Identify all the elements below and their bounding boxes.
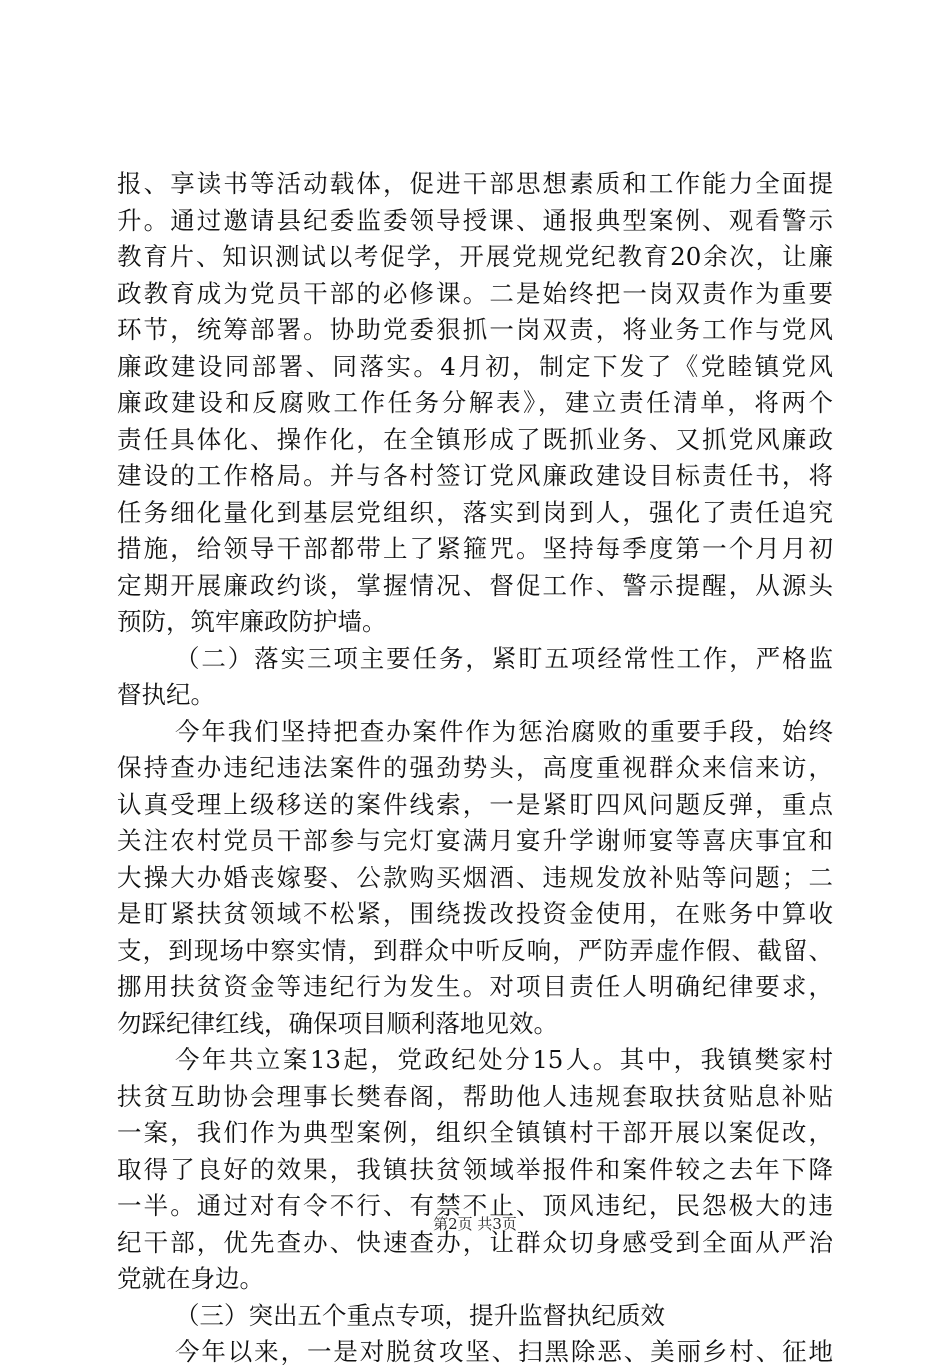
paragraph-line: 环节，统筹部署。协助党委狠抓一岗双责，将业务工作与党风 [117, 315, 833, 344]
paragraph-line: 建设的工作格局。并与各村签订党风廉政建设目标责任书，将 [117, 461, 833, 490]
paragraph-line: 廉政建设同部署、同落实。4月初，制定下发了《党睦镇党风 [117, 352, 833, 381]
paragraph-line: 今年以来，一是对脱贫攻坚、扫黑除恶、美丽乡村、征地 [175, 1337, 833, 1366]
paragraph-line: 一半。通过对有令不行、有禁不止、顶风违纪，民怨极大的违 [117, 1191, 833, 1220]
paragraph-line: 政教育成为党员干部的必修课。二是始终把一岗双责作为重要 [117, 279, 833, 308]
paragraph-line: 一案，我们作为典型案例，组织全镇镇村干部开展以案促改， [117, 1118, 833, 1147]
paragraph-line: 勿踩纪律红线，确保项目顺利落地见效。 [117, 1009, 558, 1038]
paragraph-line: 定期开展廉政约谈，掌握情况、督促工作、警示提醒，从源头 [117, 571, 833, 600]
paragraph-line: 教育片、知识测试以考促学，开展党规党纪教育20余次，让廉 [117, 242, 833, 271]
paragraph-line: 措施，给领导干部都带上了紧箍咒。坚持每季度第一个月月初 [117, 534, 833, 563]
paragraph-line: 认真受理上级移送的案件线索，一是紧盯四风问题反弹，重点 [117, 790, 833, 819]
paragraph-line: 关注农村党员干部参与完灯宴满月宴升学谢师宴等喜庆事宜和 [117, 826, 833, 855]
paragraph-line: 党就在身边。 [117, 1264, 264, 1293]
paragraph-line: 保持查办违纪违法案件的强劲势头，高度重视群众来信来访， [117, 753, 833, 782]
paragraph-line: 是盯紧扶贫领域不松紧，围绕拨改投资金使用，在账务中算收 [117, 899, 833, 928]
section-heading: （三）突出五个重点专项，提升监督执纪质效 [175, 1301, 665, 1330]
section-heading: （二）落实三项主要任务，紧盯五项经常性工作，严格监 [175, 644, 833, 673]
paragraph-line: 责任具体化、操作化，在全镇形成了既抓业务、又抓党风廉政 [117, 425, 833, 454]
paragraph-line: 廉政建设和反腐败工作任务分解表》，建立责任清单，将两个 [117, 388, 833, 417]
paragraph-line: 任务细化量化到基层党组织，落实到岗到人，强化了责任追究 [117, 498, 833, 527]
paragraph-line: 升。通过邀请县纪委监委领导授课、通报典型案例、观看警示 [117, 206, 833, 235]
paragraph-line: 今年我们坚持把查办案件作为惩治腐败的重要手段，始终 [175, 717, 833, 746]
paragraph-line: 支，到现场中察实情，到群众中听反响，严防弄虚作假、截留、 [117, 936, 833, 965]
section-heading: 督执纪。 [117, 680, 215, 709]
paragraph-line: 扶贫互助协会理事长樊春阁，帮助他人违规套取扶贫贴息补贴 [117, 1082, 833, 1111]
paragraph-line: 取得了良好的效果，我镇扶贫领域举报件和案件较之去年下降 [117, 1155, 833, 1184]
paragraph-line: 报、享读书等活动载体，促进干部思想素质和工作能力全面提 [117, 169, 833, 198]
paragraph-line: 预防，筑牢廉政防护墙。 [117, 607, 387, 636]
paragraph-line: 挪用扶贫资金等违纪行为发生。对项目责任人明确纪律要求， [117, 972, 833, 1001]
page-number-footer: 第2页 共3页 [433, 1215, 517, 1233]
paragraph-line: 大操大办婚丧嫁娶、公款购买烟酒、违规发放补贴等问题；二 [117, 863, 833, 892]
paragraph-line: 今年共立案13起，党政纪处分15人。其中，我镇樊家村 [175, 1045, 833, 1074]
paragraph-line: 纪干部，优先查办、快速查办，让群众切身感受到全面从严治 [117, 1228, 833, 1257]
